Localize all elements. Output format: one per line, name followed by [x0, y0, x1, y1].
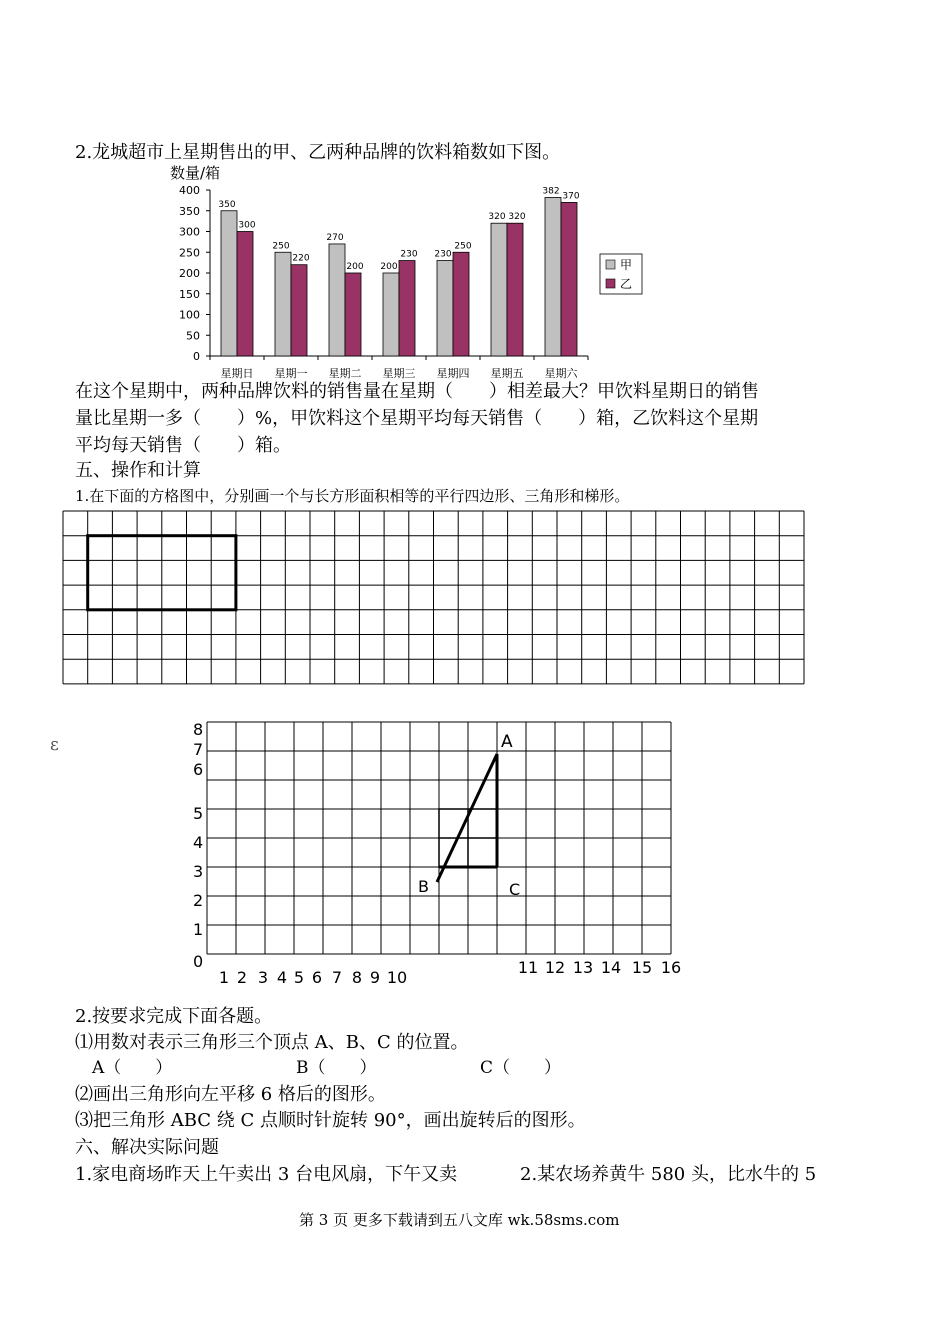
data-label: 300 — [238, 220, 256, 231]
square-grid[interactable] — [62, 510, 804, 686]
y-tick-label: 0 — [193, 350, 200, 363]
answer-b[interactable]: B（ ） — [296, 1058, 377, 1078]
legend-swatch — [606, 279, 615, 288]
x-axis-label: 5 — [293, 968, 305, 987]
y-axis-label: 5 — [193, 804, 204, 823]
triangle-side-ab — [437, 754, 497, 882]
y-tick-label: 150 — [179, 287, 200, 301]
x-axis-label: 10 — [386, 968, 408, 987]
y-axis-label: 6 — [193, 760, 204, 779]
x-axis-label: 9 — [369, 968, 381, 987]
x-axis-label: 14 — [600, 958, 622, 977]
q2-part2: ⑵画出三角形向左平移 6 格后的图形。 — [75, 1084, 386, 1105]
data-label: 250 — [272, 241, 290, 252]
page-footer: 第 3 页 更多下载请到五八文库 wk.58sms.com — [299, 1211, 620, 1229]
q2-title: 2.龙城超市上星期售出的甲、乙两种品牌的饮料箱数如下图。 — [75, 142, 561, 163]
y-tick-label: 350 — [179, 204, 200, 218]
bar-jia — [275, 252, 291, 356]
data-label: 230 — [434, 249, 452, 260]
section5-heading: 五、操作和计算 — [75, 460, 201, 481]
x-axis-label: 2 — [236, 968, 248, 987]
y-axis-label: 8 — [193, 720, 204, 739]
bar-jia — [221, 211, 237, 356]
q2-text-line2: 量比星期一多（ ）%，甲饮料这个星期平均每天销售（ ）箱，乙饮料这个星期 — [75, 408, 759, 429]
x-axis-label: 13 — [572, 958, 594, 977]
bar-chart — [0, 155, 950, 395]
q2-text-line3: 平均每天销售（ ）箱。 — [75, 435, 291, 456]
bar-jia — [383, 273, 399, 356]
x-tick-label: 星期日 — [220, 367, 254, 380]
bar-yi — [453, 252, 469, 356]
q1-instruction: 1.在下面的方格图中，分别画一个与长方形面积相等的平行四边形、三角形和梯形。 — [75, 487, 630, 505]
y-tick-label: 50 — [186, 329, 200, 343]
bar-yi — [561, 202, 577, 356]
y-axis-label: 0 — [193, 952, 204, 971]
bar-yi — [237, 232, 253, 357]
bar-yi — [291, 265, 307, 356]
chart-legend — [600, 254, 642, 294]
y-axis-label: 2 — [193, 891, 204, 910]
legend-label: 乙 — [620, 277, 633, 291]
bar-yi — [345, 273, 361, 356]
data-label: 200 — [380, 262, 398, 272]
x-tick-label: 星期一 — [274, 367, 308, 380]
legend-label: 甲 — [620, 258, 633, 272]
margin-mark: ε — [50, 735, 59, 755]
x-axis-label: 16 — [660, 958, 682, 977]
x-tick-label: 星期四 — [436, 367, 470, 380]
bar-jia — [545, 197, 561, 356]
x-axis-label: 12 — [544, 958, 566, 977]
bar-jia — [437, 261, 453, 356]
x-tick-label: 星期三 — [382, 367, 416, 380]
data-label: 220 — [292, 253, 310, 264]
problem1-start: 1.家电商场昨天上午卖出 3 台电风扇，下午又卖 — [75, 1164, 458, 1185]
vertex-a-label: A — [501, 732, 513, 752]
data-label: 230 — [400, 249, 418, 260]
data-label: 350 — [218, 199, 236, 210]
section6-heading: 六、解决实际问题 — [75, 1137, 219, 1158]
x-tick-label: 星期二 — [328, 367, 362, 380]
bar-jia — [329, 244, 345, 356]
y-tick-label: 400 — [179, 184, 200, 197]
x-axis-label: 4 — [276, 968, 288, 987]
x-axis-label: 7 — [331, 968, 343, 987]
bar-jia — [491, 223, 507, 356]
x-axis-label: 3 — [257, 968, 269, 987]
data-label: 320 — [508, 212, 526, 223]
vertex-c-label: C — [509, 880, 521, 899]
y-axis-label: 4 — [193, 833, 204, 852]
answer-c[interactable]: C（ ） — [480, 1058, 562, 1078]
problem2-start: 2.某农场养黄牛 580 头，比水牛的 5 — [520, 1164, 817, 1185]
data-label: 370 — [562, 191, 580, 202]
answer-a[interactable]: A（ ） — [92, 1058, 173, 1078]
q2-text-line1: 在这个星期中，两种品牌饮料的销售量在星期（ ）相差最大？甲饮料星期日的销售 — [75, 381, 759, 402]
y-tick-label: 250 — [179, 246, 200, 260]
x-tick-label: 星期五 — [490, 367, 524, 380]
bar-yi — [507, 223, 523, 356]
vertex-b-label: B — [418, 877, 429, 896]
data-label: 382 — [542, 186, 560, 197]
y-axis-label: 3 — [193, 862, 204, 881]
data-label: 270 — [326, 232, 344, 243]
y-tick-label: 100 — [179, 308, 200, 322]
q2-instructions-title: 2.按要求完成下面各题。 — [75, 1006, 273, 1027]
q2-part3: ⑶把三角形 ABC 绕 C 点顺时针旋转 90°，画出旋转后的图形。 — [75, 1110, 586, 1131]
y-axis-title: 数量/箱 — [170, 164, 221, 182]
x-axis-label: 8 — [351, 968, 363, 987]
bar-yi — [399, 261, 415, 356]
data-label: 250 — [454, 241, 472, 252]
data-label: 320 — [488, 212, 506, 223]
y-tick-label: 300 — [179, 225, 200, 239]
x-axis-label: 6 — [311, 968, 323, 987]
data-label: 200 — [346, 262, 364, 272]
x-axis-label: 15 — [631, 958, 653, 977]
x-axis-label: 11 — [517, 958, 539, 977]
legend-swatch — [606, 260, 615, 269]
coordinate-grid[interactable] — [0, 715, 950, 1005]
x-tick-label: 星期六 — [544, 367, 578, 380]
y-axis-label: 7 — [193, 740, 204, 759]
y-axis-label: 1 — [193, 920, 204, 939]
q2-part1: ⑴用数对表示三角形三个顶点 A、B、C 的位置。 — [75, 1032, 469, 1053]
y-tick-label: 200 — [179, 267, 200, 280]
x-axis-label: 1 — [218, 968, 230, 987]
